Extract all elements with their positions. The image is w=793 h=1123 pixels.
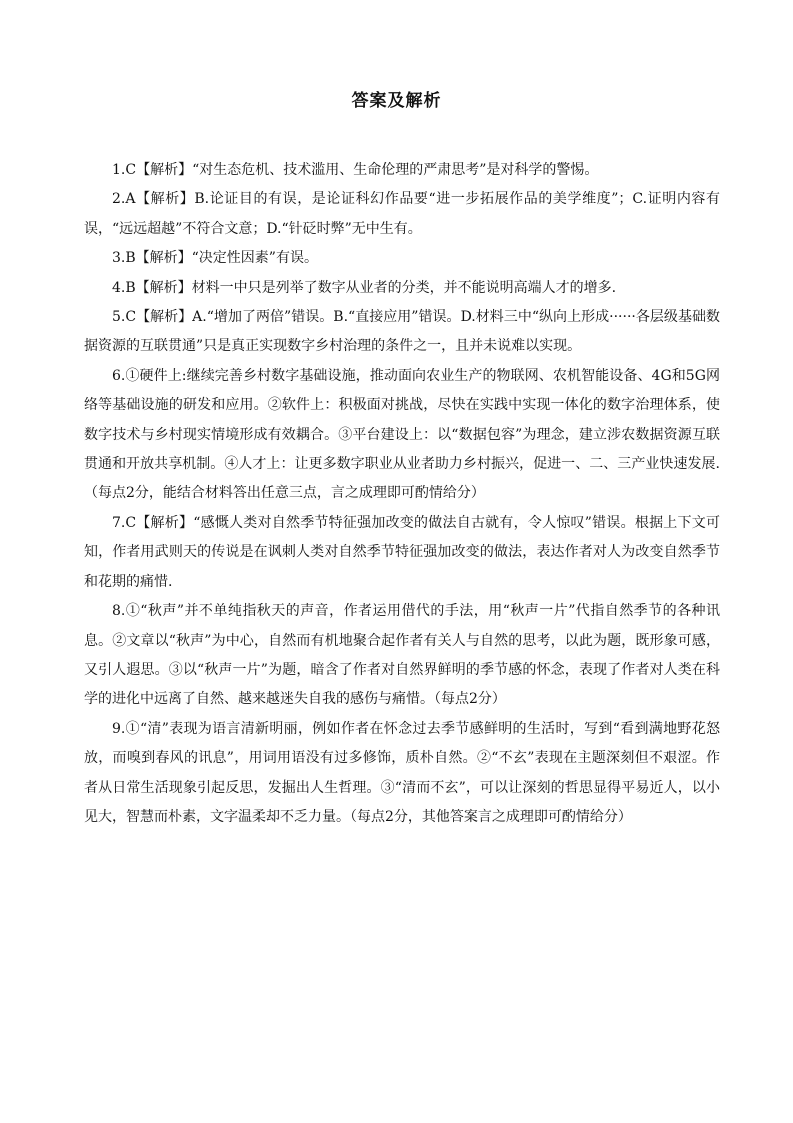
answer-item: 5.C【解析】A.“增加了两倍”错误。B.“直接应用”错误。D.材料三中“纵向上形成······各层级基础数据资源的互联贯通”只是真正实现数字乡村治理的条件之一，且并未说难以实现。 <box>84 309 720 355</box>
answer-item: 8.①“秋声”并不单纯指秋天的声音，作者运用借代的手法，用“秋声一片”代指自然季节的各种讯息。②文章以“秋声”为中心，自然而有机地聚合起作者有关人与自然的思考，以此为题，既形象可感，又引人遐思。③以“秋声一片”为题，暗含了作者对自然界鲜明的季节感的怀念，表现了作者对人类在科学的进化中远离了自然、越来越迷失自我的感伤与痛惜。（每点2分） <box>84 603 720 708</box>
answer-item: 2.A【解析】B.论证目的有误，是论证科幻作品要“进一步拓展作品的美学维度”；C.证明内容有误，“远远超越”不符合文意；D.“针砭时弊”无中生有。 <box>84 191 720 237</box>
answer-item: 3.B【解析】“决定性因素”有误。 <box>112 250 318 267</box>
answer-item: 7.C【解析】“感慨人类对自然季节特征强加改变的做法自古就有，令人惊叹”错误。根据上下文可知，作者用武则天的传说是在讽刺人类对自然季节特征强加改变的做法，表达作者对人为改变自然季节和花期的痛惜. <box>84 514 720 590</box>
answer-item: 1.C【解析】“对生态危机、技术滥用、生命伦理的严肃思考”是对科学的警惕。 <box>112 162 599 178</box>
answer-item: 4.B【解析】材料一中只是列举了数字从业者的分类，并不能说明高端人才的增多. <box>112 279 617 296</box>
answer-item: 6.①硬件上:继续完善乡村数字基础设施，推动面向农业生产的物联网、农机智能设备、4G和5G网络等基础设施的研发和应用。②软件上：积极面对挑战，尽快在实践中实现一体化的数字治理体系，使数字技术与乡村现实情境形成有效耦合。③平台建设上：以“数据包容”为理念，建立涉农数据资源互联贯通和开放共享机制。④人才上：让更多数字职业从业者助力乡村振兴，促进一、二、三产业快速发展.（每点2分，能结合材料答出任意三点，言之成理即可酌情给分） <box>84 367 720 502</box>
page-title: 答案及解析 <box>351 91 442 111</box>
answer-content <box>84 156 720 832</box>
answer-item: 9.①“清”表现为语言清新明丽，例如作者在怀念过去季节感鲜明的生活时，写到“看到满地野花怒放，而嗅到春风的讯息”，用词用语没有过多修饰，质朴自然。②“不玄”表现在主题深刻但不艰涩。作者从日常生活现象引起反思，发掘出人生哲理。③“清而不玄”，可以让深刻的哲思显得平易近人，以小见大，智慧而朴素，文字温柔却不乏力量。（每点2分，其他答案言之成理即可酌情给分） <box>84 720 720 825</box>
